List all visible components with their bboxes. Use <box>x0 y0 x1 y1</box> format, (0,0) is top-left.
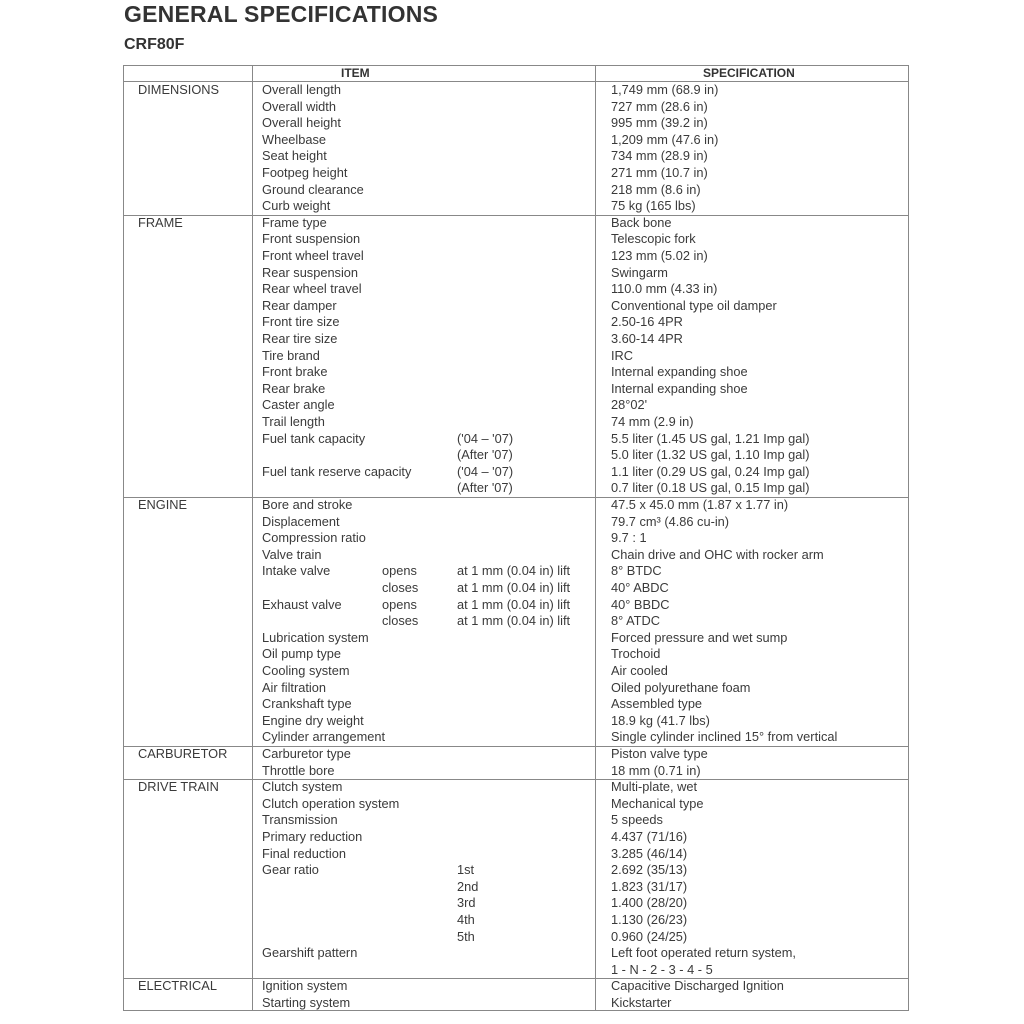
item-label: Cooling system <box>262 663 350 678</box>
table-row <box>0 663 1024 680</box>
header-spec: SPECIFICATION <box>703 66 795 80</box>
table-row <box>0 962 1024 979</box>
table-row <box>0 680 1024 697</box>
table-row <box>0 812 1024 829</box>
item-label: Ignition system <box>262 978 348 994</box>
item-label: Rear wheel travel <box>262 281 362 297</box>
item-label: Crankshaft type <box>262 696 352 712</box>
table-row <box>0 99 1024 116</box>
spec-value: 1.823 (31/17) <box>611 878 688 894</box>
table-row <box>0 779 1024 796</box>
item-label: Carburetor type <box>262 746 351 761</box>
spec-value: Telescopic fork <box>611 231 696 247</box>
item-label: Overall length <box>262 82 341 97</box>
spec-value: Single cylinder inclined 15° from vertical <box>611 729 838 745</box>
spec-value: 2.692 (35/13) <box>611 862 688 878</box>
item-label: Fuel tank reserve capacity <box>262 463 412 479</box>
spec-value: 1 - N - 2 - 3 - 4 - 5 <box>611 961 713 977</box>
table-row <box>0 978 1024 995</box>
spec-value: 3.60-14 4PR <box>611 331 683 346</box>
spec-value: 995 mm (39.2 in) <box>611 115 708 131</box>
spec-value: 0.7 liter (0.18 US gal, 0.15 Imp gal) <box>611 480 810 496</box>
item-label: Gear ratio <box>262 862 319 878</box>
spec-value: Trochoid <box>611 646 661 662</box>
table-row <box>0 182 1024 199</box>
item-label: Gearshift pattern <box>262 945 358 961</box>
spec-value: 271 mm (10.7 in) <box>611 165 708 180</box>
table-row <box>0 314 1024 331</box>
item-label: Caster angle <box>262 397 335 413</box>
table-row <box>0 829 1024 846</box>
spec-value: 9.7 : 1 <box>611 530 647 546</box>
item-label: Rear suspension <box>262 264 359 280</box>
table-row <box>0 746 1024 763</box>
item-label: Front suspension <box>262 231 361 247</box>
page-title: GENERAL SPECIFICATIONS <box>124 1 439 27</box>
item-label: Footpeg height <box>262 165 348 180</box>
item-label: Clutch operation system <box>262 795 400 811</box>
item-label: Seat height <box>262 148 327 164</box>
spec-value: IRC <box>611 347 634 363</box>
spec-value: Kickstarter <box>611 995 672 1010</box>
spec-value: 79.7 cm³ (4.86 cu-in) <box>611 513 730 529</box>
section-name: ENGINE <box>138 497 188 512</box>
table-row <box>0 348 1024 365</box>
spec-value: Forced pressure and wet sump <box>611 629 788 645</box>
table-row <box>0 497 1024 514</box>
spec-value: 5.0 liter (1.32 US gal, 1.10 Imp gal) <box>611 447 810 463</box>
table-row <box>0 929 1024 946</box>
table-row <box>0 514 1024 531</box>
table-row <box>0 646 1024 663</box>
spec-value: 1.1 liter (0.29 US gal, 0.24 Imp gal) <box>611 463 810 479</box>
model-name: CRF80F <box>124 36 185 53</box>
table-row <box>0 381 1024 398</box>
item-label: Intake valve <box>262 563 331 579</box>
spec-value: 218 mm (8.6 in) <box>611 181 701 197</box>
table-row <box>0 597 1024 614</box>
spec-value: 123 mm (5.02 in) <box>611 248 708 263</box>
item-label: Front wheel travel <box>262 248 364 263</box>
item-qualifier: opens <box>382 596 417 612</box>
section-name: FRAME <box>138 214 183 230</box>
table-row <box>0 82 1024 99</box>
table-row <box>0 713 1024 730</box>
spec-value: Back bone <box>611 214 672 230</box>
spec-value: Swingarm <box>611 264 668 280</box>
table-row <box>0 148 1024 165</box>
item-condition: ('04 – '07) <box>457 463 514 479</box>
section-name: DIMENSIONS <box>138 82 220 97</box>
spec-value: 1,749 mm (68.9 in) <box>611 82 719 97</box>
spec-value: 18 mm (0.71 in) <box>611 762 701 778</box>
table-row <box>0 763 1024 780</box>
spec-value: 28°02' <box>611 397 648 413</box>
table-row <box>0 447 1024 464</box>
table-row <box>0 115 1024 132</box>
spec-value: 8° BTDC <box>611 563 662 579</box>
item-label: Displacement <box>262 513 340 529</box>
section-name: DRIVE TRAIN <box>138 779 219 795</box>
table-row <box>0 995 1024 1012</box>
table-row <box>0 879 1024 896</box>
item-label: Ground clearance <box>262 181 364 197</box>
spec-value: 1.130 (26/23) <box>611 912 688 927</box>
spec-value: Multi-plate, wet <box>611 779 698 795</box>
item-condition: (After '07) <box>457 447 513 463</box>
spec-value: 5 speeds <box>611 812 663 828</box>
spec-value: 74 mm (2.9 in) <box>611 414 694 429</box>
table-row <box>0 729 1024 746</box>
item-label: Final reduction <box>262 845 346 861</box>
item-qualifier: closes <box>382 580 419 595</box>
item-condition: at 1 mm (0.04 in) lift <box>457 580 571 595</box>
item-label: Air filtration <box>262 679 327 695</box>
item-qualifier: opens <box>382 563 417 579</box>
spec-value: 1.400 (28/20) <box>611 895 688 911</box>
spec-value: Chain drive and OHC with rocker arm <box>611 546 824 562</box>
spec-value: 4.437 (71/16) <box>611 829 688 844</box>
table-row <box>0 895 1024 912</box>
item-label: Compression ratio <box>262 530 366 546</box>
spec-value: Air cooled <box>611 663 668 678</box>
item-label: Fuel tank capacity <box>262 430 366 446</box>
spec-value: 3.285 (46/14) <box>611 845 688 861</box>
item-label: Cylinder arrangement <box>262 729 386 745</box>
spec-value: Mechanical type <box>611 795 704 811</box>
table-row <box>0 198 1024 215</box>
item-condition: 4th <box>457 912 475 927</box>
spec-value: Conventional type oil damper <box>611 297 777 313</box>
item-condition: 3rd <box>457 895 476 911</box>
section-name: ELECTRICAL <box>138 978 217 994</box>
item-label: Transmission <box>262 812 338 828</box>
item-label: Bore and stroke <box>262 497 353 512</box>
item-condition: 1st <box>457 862 475 878</box>
spec-value: 5.5 liter (1.45 US gal, 1.21 Imp gal) <box>611 430 810 446</box>
table-row <box>0 414 1024 431</box>
table-row <box>0 331 1024 348</box>
spec-value: 1,209 mm (47.6 in) <box>611 131 719 147</box>
table-row <box>0 580 1024 597</box>
item-label: Throttle bore <box>262 762 335 778</box>
table-row <box>0 547 1024 564</box>
item-label: Valve train <box>262 546 322 562</box>
item-label: Overall height <box>262 115 341 131</box>
spec-value: 47.5 x 45.0 mm (1.87 x 1.77 in) <box>611 497 789 512</box>
table-row <box>0 464 1024 481</box>
item-condition: ('04 – '07) <box>457 430 514 446</box>
spec-value: 75 kg (165 lbs) <box>611 198 696 214</box>
spec-value: Left foot operated return system, <box>611 945 796 961</box>
item-condition: at 1 mm (0.04 in) lift <box>457 613 571 629</box>
item-label: Lubrication system <box>262 629 369 645</box>
item-condition: 5th <box>457 928 475 944</box>
item-label: Primary reduction <box>262 829 363 844</box>
table-row <box>0 248 1024 265</box>
item-label: Exhaust valve <box>262 596 342 612</box>
spec-value: Assembled type <box>611 696 703 712</box>
spec-value: Capacitive Discharged Ignition <box>611 978 784 994</box>
item-label: Curb weight <box>262 198 331 214</box>
spec-value: Piston valve type <box>611 746 708 761</box>
spec-value: 2.50-16 4PR <box>611 314 683 330</box>
item-label: Frame type <box>262 214 327 230</box>
table-row <box>0 215 1024 232</box>
item-condition: (After '07) <box>457 480 513 496</box>
spec-value: 40° BBDC <box>611 596 670 612</box>
table-row <box>0 796 1024 813</box>
item-label: Front brake <box>262 364 328 380</box>
item-label: Rear brake <box>262 380 326 396</box>
table-row <box>0 480 1024 497</box>
item-label: Tire brand <box>262 347 320 363</box>
spec-value: 734 mm (28.9 in) <box>611 148 708 164</box>
item-label: Engine dry weight <box>262 712 364 728</box>
table-row <box>0 563 1024 580</box>
spec-value: 110.0 mm (4.33 in) <box>611 281 718 297</box>
item-condition: at 1 mm (0.04 in) lift <box>457 563 571 579</box>
table-row <box>0 132 1024 149</box>
table-row <box>0 846 1024 863</box>
table-row <box>0 165 1024 182</box>
table-row <box>0 281 1024 298</box>
spec-value: Oiled polyurethane foam <box>611 679 751 695</box>
item-condition: at 1 mm (0.04 in) lift <box>457 596 571 612</box>
table-row <box>0 298 1024 315</box>
item-label: Rear tire size <box>262 331 338 346</box>
table-row <box>0 265 1024 282</box>
section-name: CARBURETOR <box>138 746 228 761</box>
table-row <box>0 696 1024 713</box>
table-row <box>0 530 1024 547</box>
item-label: Overall width <box>262 98 336 114</box>
table-row <box>0 364 1024 381</box>
spec-value: 8° ATDC <box>611 613 660 629</box>
spec-value: 18.9 kg (41.7 lbs) <box>611 712 710 728</box>
table-row <box>0 231 1024 248</box>
item-condition: 2nd <box>457 878 479 894</box>
table-row <box>0 431 1024 448</box>
item-label: Trail length <box>262 414 325 429</box>
table-row <box>0 862 1024 879</box>
item-label: Wheelbase <box>262 131 327 147</box>
table-row <box>0 397 1024 414</box>
spec-value: 40° ABDC <box>611 580 669 595</box>
spec-value: Internal expanding shoe <box>611 380 748 396</box>
item-label: Rear damper <box>262 297 337 313</box>
item-label: Front tire size <box>262 314 340 330</box>
spec-value: 727 mm (28.6 in) <box>611 98 708 114</box>
spec-value: Internal expanding shoe <box>611 364 748 380</box>
item-label: Starting system <box>262 995 351 1010</box>
spec-value: 0.960 (24/25) <box>611 928 688 944</box>
item-label: Clutch system <box>262 779 343 795</box>
table-row <box>0 945 1024 962</box>
item-qualifier: closes <box>382 613 419 629</box>
item-label: Oil pump type <box>262 646 341 662</box>
header-item: ITEM <box>341 66 370 80</box>
table-row <box>0 912 1024 929</box>
table-row <box>0 630 1024 647</box>
table-row <box>0 613 1024 630</box>
